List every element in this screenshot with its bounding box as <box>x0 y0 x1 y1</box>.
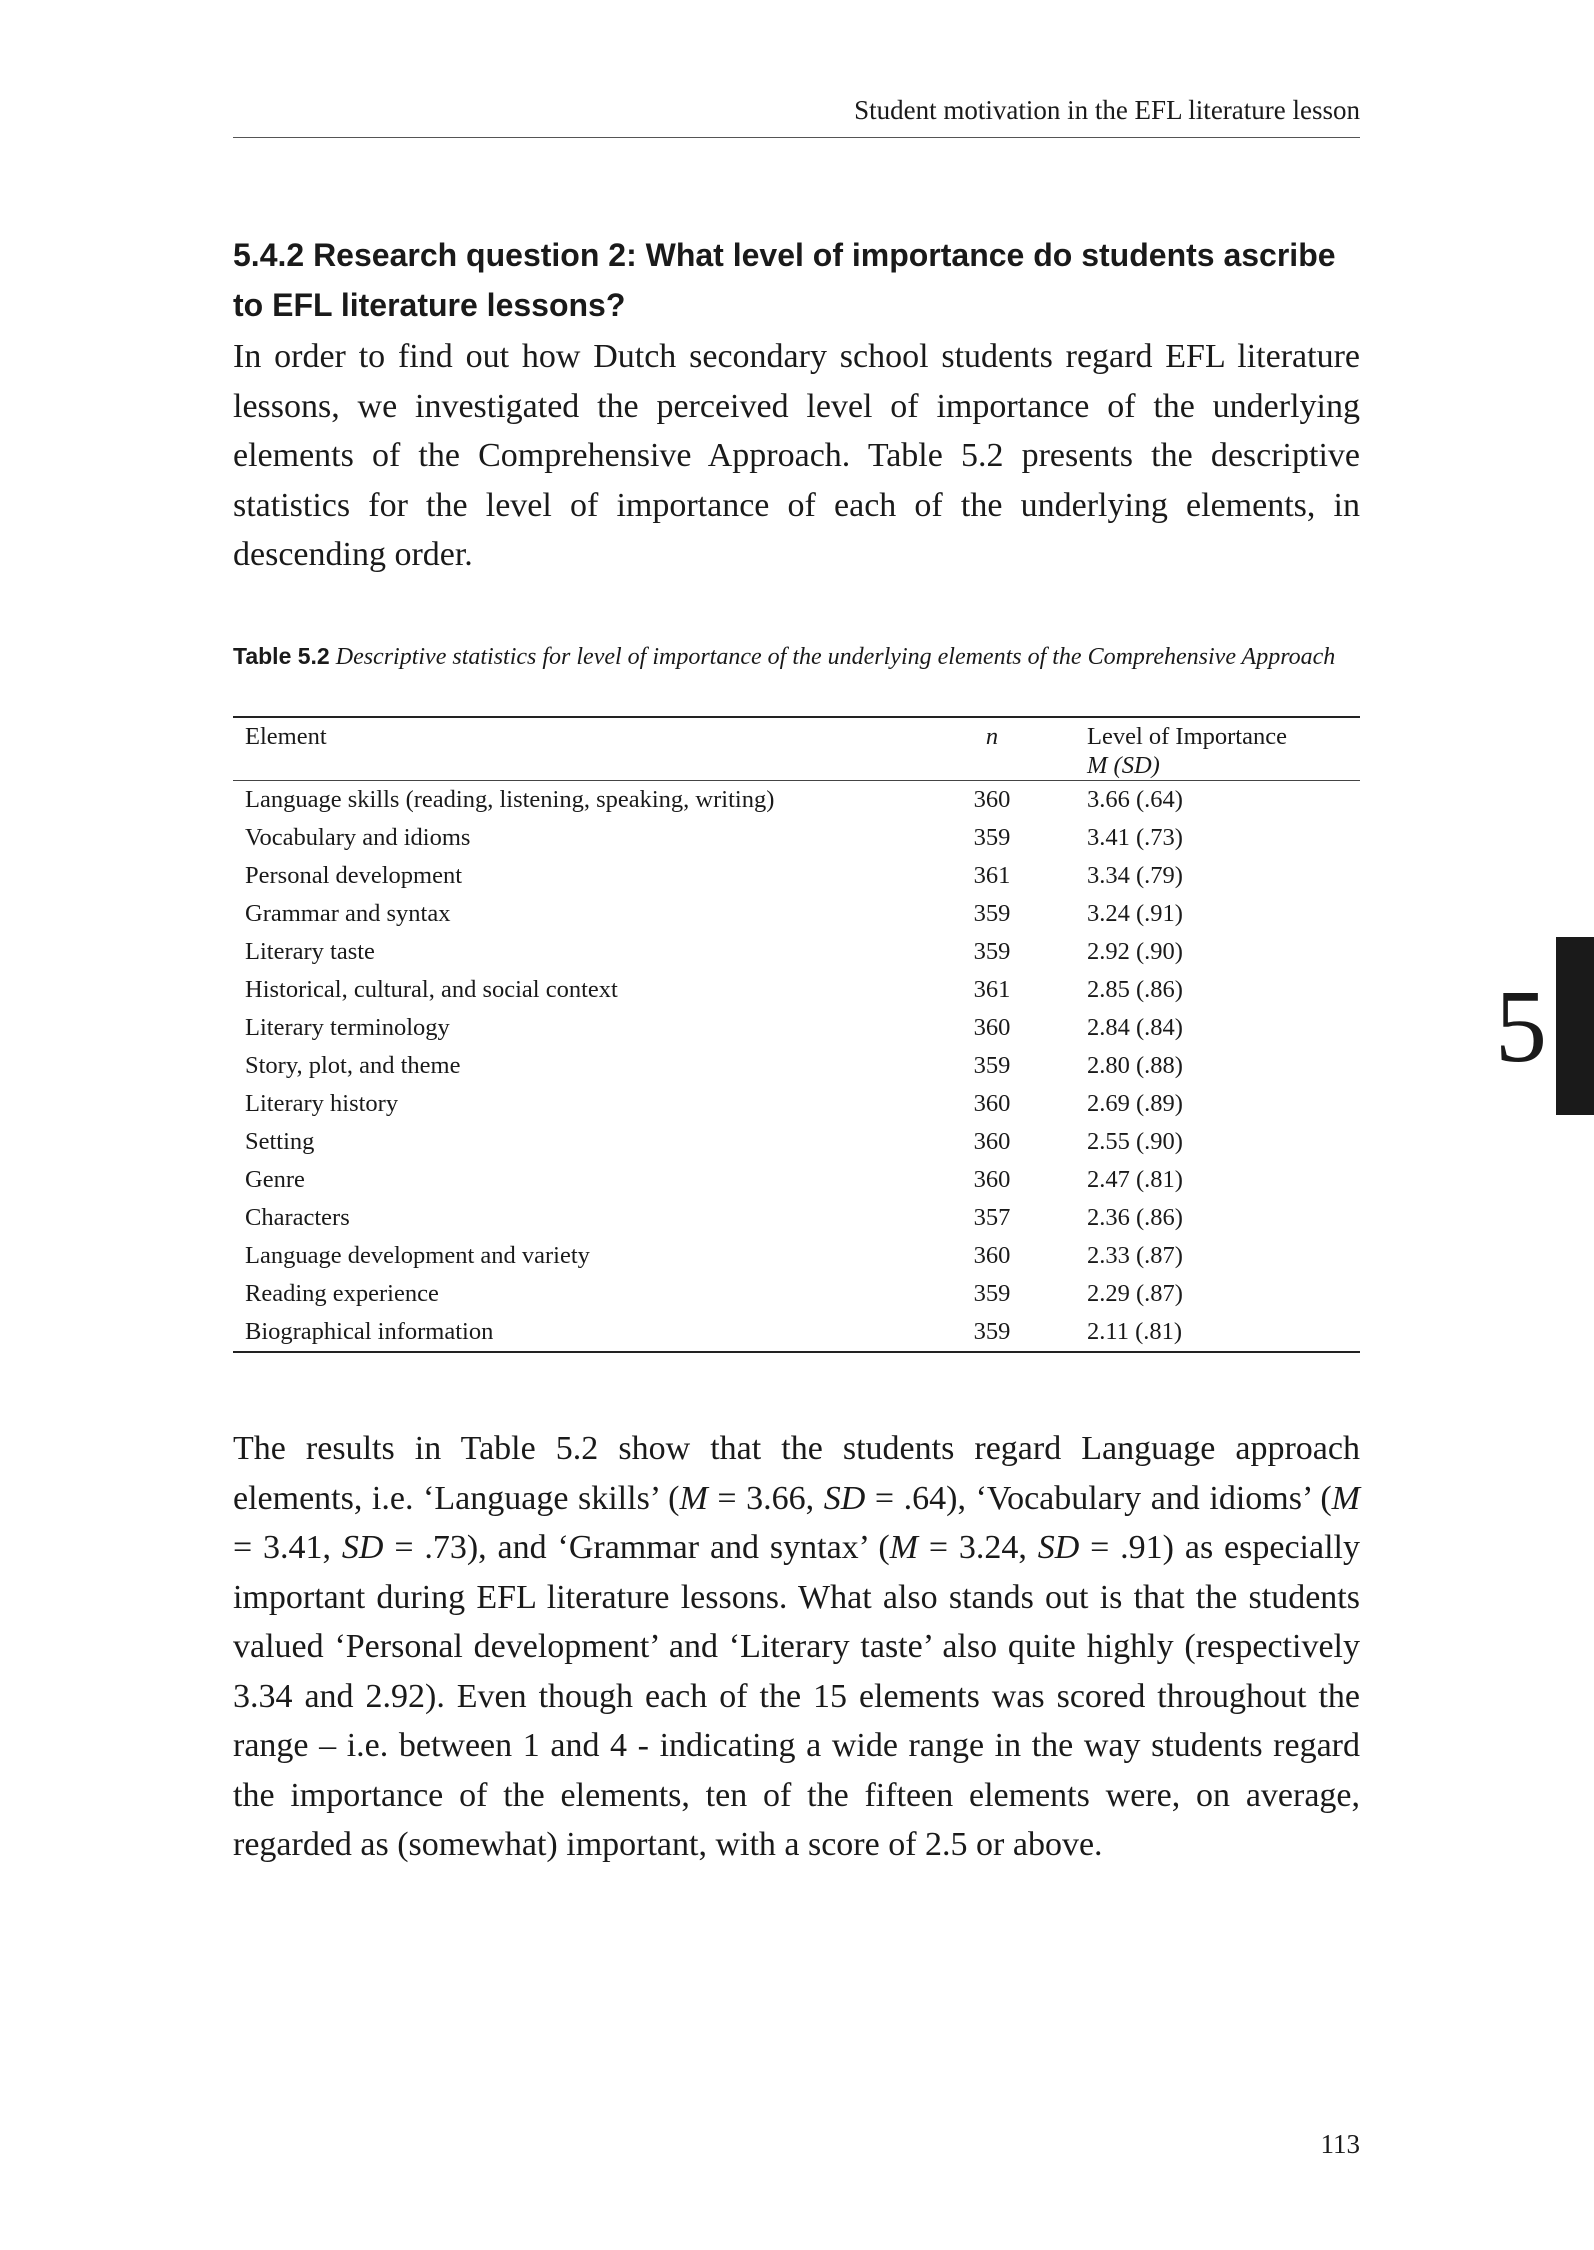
header-element: Element <box>233 717 897 781</box>
page-number: 113 <box>1320 2129 1360 2159</box>
running-header: Student motivation in the EFL literature lesson <box>854 95 1360 125</box>
chapter-thumb-tab <box>1556 937 1594 1115</box>
importance-cell: 2.11 (.81) <box>1087 1318 1183 1345</box>
n-cell: 359 <box>973 938 1011 965</box>
table-row <box>233 1199 1360 1237</box>
table-caption-text: Descriptive statistics for level of importance of the underlying elements of the Comprehensive Approach <box>335 644 1336 670</box>
n-cell: 359 <box>973 1318 1011 1345</box>
element-cell: Language development and variety <box>245 1242 590 1269</box>
descriptive-statistics-table <box>233 716 1360 1353</box>
table-caption <box>233 640 1360 674</box>
n-cell: 360 <box>973 1090 1011 1117</box>
table-row <box>233 1161 1360 1199</box>
table-row <box>233 1237 1360 1275</box>
header-rule <box>233 137 1360 138</box>
section-heading: 5.4.2 Research question 2: What level of importance do students ascribe to EFL literature lessons? <box>233 237 1336 323</box>
table-row <box>233 1123 1360 1161</box>
results-paragraph <box>233 1424 1360 1870</box>
importance-cell: 3.24 (.91) <box>1087 900 1183 927</box>
element-cell: Reading experience <box>245 1280 439 1307</box>
element-cell: Grammar and syntax <box>245 900 451 927</box>
table-row <box>233 1085 1360 1123</box>
table-row <box>233 895 1360 933</box>
n-cell: 360 <box>973 1014 1011 1041</box>
importance-cell: 2.55 (.90) <box>1087 1128 1183 1155</box>
n-cell: 359 <box>973 824 1011 851</box>
sd-symbol: SD <box>341 1529 384 1566</box>
header-importance-label: Level of Importance <box>1087 723 1287 750</box>
importance-cell: 2.29 (.87) <box>1087 1280 1183 1307</box>
element-cell: Biographical information <box>245 1318 494 1345</box>
element-cell: Historical, cultural, and social context <box>245 976 618 1003</box>
element-cell: Language skills (reading, listening, speaking, writing) <box>245 786 775 813</box>
results-text: = 3.41, <box>233 1529 342 1566</box>
n-cell: 360 <box>973 1242 1011 1269</box>
n-cell: 360 <box>973 1128 1011 1155</box>
n-cell: 361 <box>973 976 1011 1003</box>
importance-cell: 3.66 (.64) <box>1087 786 1183 813</box>
sd-symbol: SD <box>1037 1529 1080 1566</box>
mean-symbol: M <box>1331 1479 1360 1517</box>
element-cell: Setting <box>245 1128 315 1155</box>
n-cell: 361 <box>973 862 1011 889</box>
table-row <box>233 781 1360 820</box>
importance-cell: 2.85 (.86) <box>1087 976 1183 1003</box>
element-cell: Literary terminology <box>245 1014 450 1041</box>
header-n: n <box>897 717 1087 781</box>
mean-symbol: M <box>889 1529 918 1566</box>
element-cell: Literary taste <box>245 938 375 965</box>
n-cell: 359 <box>973 1052 1011 1079</box>
importance-cell: 2.47 (.81) <box>1087 1166 1183 1193</box>
element-cell: Personal development <box>245 862 463 889</box>
sd-symbol: SD <box>823 1479 866 1517</box>
importance-cell: 2.69 (.89) <box>1087 1090 1183 1117</box>
importance-cell: 2.36 (.86) <box>1087 1204 1183 1231</box>
n-cell: 360 <box>973 786 1011 813</box>
results-text: The results in Table 5.2 show that the students regard Language approach elements, i.e. ‘Language skills’ ( <box>233 1430 1360 1517</box>
table-header-row <box>233 717 1360 781</box>
element-cell: Genre <box>245 1166 305 1193</box>
importance-cell: 3.41 (.73) <box>1087 824 1183 851</box>
importance-cell: 3.34 (.79) <box>1087 862 1183 889</box>
table-row <box>233 1313 1360 1352</box>
n-cell: 359 <box>973 900 1011 927</box>
table-row <box>233 819 1360 857</box>
importance-cell: 2.84 (.84) <box>1087 1014 1183 1041</box>
element-cell: Literary history <box>245 1090 399 1117</box>
table-row <box>233 1047 1360 1085</box>
results-text: = 3.24, <box>917 1529 1038 1566</box>
results-text: = .91) as especially important during EFL literature lessons. What also stands out is that the students valued ‘Personal development’ and ‘Literary taste’ also quite highly (respectively 3.34 and 2.92). Even though each of the 15 elements was scored throughout the range – i.e. between 1 and 4 - indicating a wide range in the way students regard the importance of the elements, ten of the fifteen elements were, on average, regarded as (somewhat) important, with a score of 2.5 or above. <box>233 1529 1360 1863</box>
table-row <box>233 857 1360 895</box>
n-cell: 359 <box>973 1280 1011 1307</box>
chapter-tab-number: 5 <box>1495 969 1547 1084</box>
element-cell: Vocabulary and idioms <box>245 824 471 851</box>
importance-cell: 2.33 (.87) <box>1087 1242 1183 1269</box>
importance-cell: 2.92 (.90) <box>1087 938 1183 965</box>
element-cell: Characters <box>245 1204 350 1231</box>
results-text: = 3.66, <box>707 1479 824 1517</box>
header-importance <box>1087 717 1360 781</box>
n-cell: 360 <box>973 1166 1011 1193</box>
table-caption-label: Table 5.2 <box>233 643 330 669</box>
results-text: = .73), and ‘Grammar and syntax’ ( <box>383 1529 890 1566</box>
n-cell: 357 <box>973 1204 1011 1231</box>
table-row <box>233 1275 1360 1313</box>
header-importance-sub: M (SD) <box>1087 752 1160 779</box>
mean-symbol: M <box>679 1479 708 1517</box>
element-cell: Story, plot, and theme <box>245 1052 461 1079</box>
results-text: = .64), ‘Vocabulary and idioms’ ( <box>865 1479 1332 1517</box>
table-row <box>233 971 1360 1009</box>
table-row <box>233 933 1360 971</box>
importance-cell: 2.80 (.88) <box>1087 1052 1183 1079</box>
table-row <box>233 1009 1360 1047</box>
intro-paragraph: In order to find out how Dutch secondary school students regard EFL literature lessons, we investigated the perceived level of importance of the underlying elements of the Comprehensive Approach. Table 5.2 presents the descriptive statistics for the level of importance of each of the underlying elements, in descending order. <box>233 338 1360 573</box>
table-body <box>233 781 1360 1353</box>
